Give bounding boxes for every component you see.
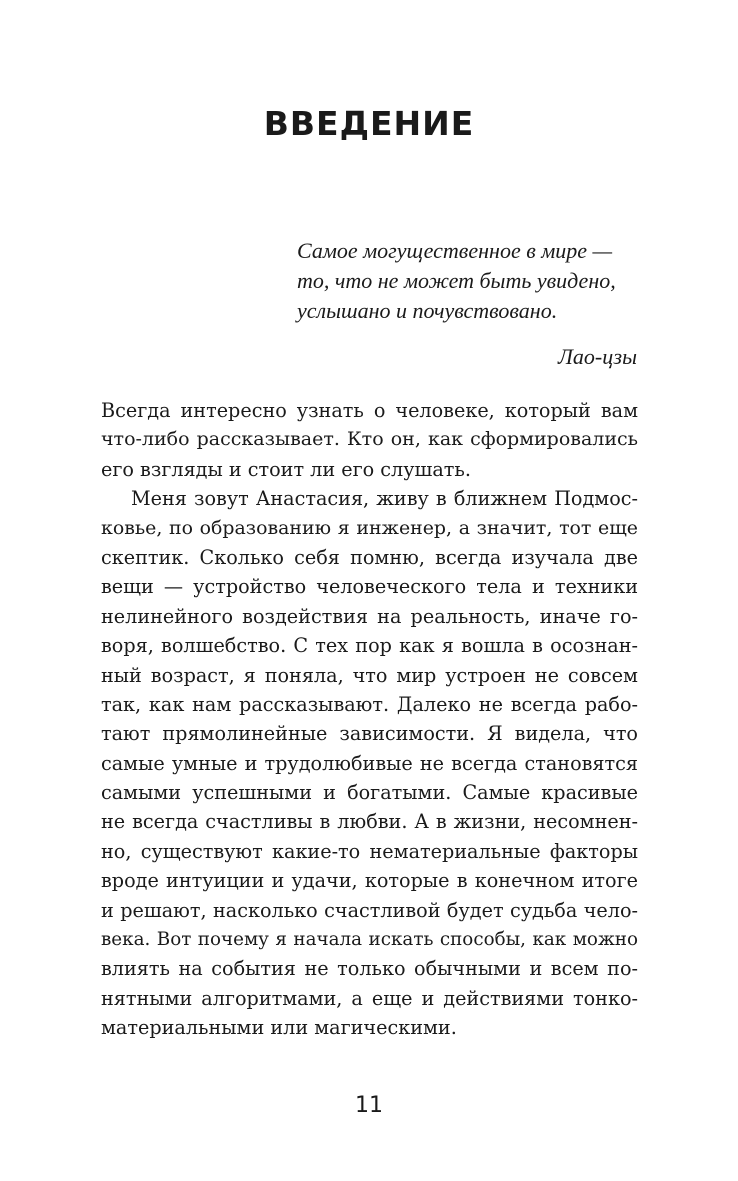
text-line: ковье, по образованию я инженер, а значит, тот еще <box>101 516 638 539</box>
text-line: Всегда интересно узнать о человеке, который вам <box>101 399 638 422</box>
chapter-heading: ВВЕДЕНИЕ <box>263 104 475 143</box>
epigraph-line: услышано и почувствовано. <box>297 298 558 323</box>
text-line: вроде интуиции и удачи, которые в конечном итоге <box>101 869 638 893</box>
epigraph-line: то, что не может быть увидено, <box>297 268 616 293</box>
paragraph <box>101 484 638 1042</box>
text-line: Меня зовут Анастасия, живу в ближнем Подмос- <box>131 487 638 511</box>
text-line: тают прямолинейные зависимости. Я видела, что <box>101 722 638 746</box>
text-line: но, существуют какие-то нематериальные факторы <box>101 839 638 863</box>
text-line: нелинейного воздействия на реальность, иначе го- <box>101 604 638 628</box>
text-line: самыми успешными и богатыми. Самые красивые <box>101 781 638 805</box>
text-line: не всегда счастливы в любви. А в жизни, несомнен- <box>101 810 638 834</box>
text-line: вещи — устройство человеческого тела и техники <box>101 575 638 599</box>
epigraph-author: Лао-цзы <box>558 344 637 369</box>
epigraph <box>297 236 637 372</box>
text-line: скептик. Сколько себя помню, всегда изучала две <box>101 545 638 569</box>
text-line: влиять на события не только обычными и всем по- <box>101 957 638 981</box>
epigraph-line: Самое могущественное в мире — <box>297 238 613 263</box>
text-line: материальными или магическими. <box>101 1016 457 1040</box>
text-line: что-либо рассказывает. Кто он, как сформировались <box>101 428 638 451</box>
text-line: века. Вот почему я начала искать способы, как можно <box>101 929 638 951</box>
body-text <box>101 396 638 1043</box>
text-line: и решают, насколько счастливой будет судьба чело- <box>101 898 638 922</box>
text-line: так, как нам рассказывают. Далеко не всегда рабо- <box>101 692 638 716</box>
text-line: самые умные и трудолюбивые не всегда становятся <box>101 751 638 775</box>
paragraph <box>101 396 638 484</box>
text-line: нятными алгоритмами, а еще и действиями тонко- <box>101 986 638 1010</box>
page-number: 11 <box>355 1093 383 1118</box>
text-line: ный возраст, я поняла, что мир устроен не совсем <box>101 663 638 687</box>
text-line: его взгляды и стоит ли его слушать. <box>101 457 471 481</box>
text-line: воря, волшебство. С тех пор как я вошла в осознан- <box>101 634 638 658</box>
